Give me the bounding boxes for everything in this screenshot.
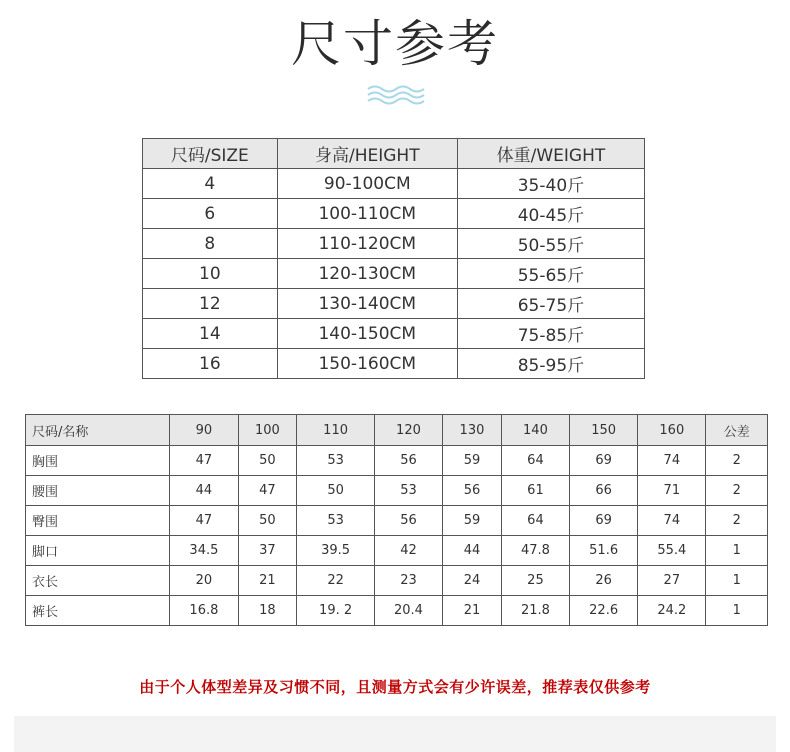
size-table-row-cell: 65-75斤 [457, 289, 644, 319]
measurement-table-row-cell: 74 [638, 506, 706, 536]
size-table-row-cell: 55-65斤 [457, 259, 644, 289]
measurement-table-header-cell-3: 110 [297, 415, 375, 446]
measurement-table-row-cell: 69 [570, 446, 638, 476]
measurement-table-row-cell: 44 [170, 476, 238, 506]
measurement-table-row-cell: 22 [297, 566, 375, 596]
measurement-table-header-cell-5: 130 [443, 415, 502, 446]
measurement-table-row-cell: 脚口 [26, 536, 170, 566]
measurement-table-row-cell: 56 [443, 476, 502, 506]
measurement-table-row-cell: 59 [443, 506, 502, 536]
size-table-row-cell: 50-55斤 [457, 229, 644, 259]
measurement-table-row-cell: 53 [374, 476, 442, 506]
measurement-table-row-cell: 1 [706, 596, 768, 626]
size-table [142, 138, 645, 379]
measurement-table-row-cell: 56 [374, 506, 442, 536]
measurement-table-row-cell: 27 [638, 566, 706, 596]
size-table-row-cell: 14 [143, 319, 278, 349]
measurement-table-row-cell: 61 [501, 476, 569, 506]
measurement-table-row-cell: 39.5 [297, 536, 375, 566]
measurement-table-row-cell: 衣长 [26, 566, 170, 596]
measurement-table-row-cell: 22.6 [570, 596, 638, 626]
measurement-table-row-cell: 23 [374, 566, 442, 596]
measurement-table-row-cell: 47 [238, 476, 297, 506]
measurement-table-row-cell: 74 [638, 446, 706, 476]
size-table-row [143, 319, 645, 349]
measurement-table-row-cell: 21 [443, 596, 502, 626]
measurement-table-row-cell: 50 [238, 506, 297, 536]
size-table-row-cell: 16 [143, 349, 278, 379]
measurement-table-row-cell: 胸围 [26, 446, 170, 476]
measurement-table-row [26, 596, 768, 626]
measurement-table-row-cell: 2 [706, 506, 768, 536]
measurement-table-row-cell: 18 [238, 596, 297, 626]
measurement-table-row-cell: 臀围 [26, 506, 170, 536]
size-table-row [143, 229, 645, 259]
measurement-table-row-cell: 2 [706, 476, 768, 506]
size-table-row-cell: 12 [143, 289, 278, 319]
bottom-strip [14, 716, 776, 752]
measurement-table-row-cell: 47 [170, 446, 238, 476]
measurement-table-row-cell: 19. 2 [297, 596, 375, 626]
measurement-table-row [26, 446, 768, 476]
measurement-table-row-cell: 21.8 [501, 596, 569, 626]
measurement-table-row-cell: 47 [170, 506, 238, 536]
measurement-table-row [26, 476, 768, 506]
measurement-table-row-cell: 1 [706, 536, 768, 566]
size-table-row-cell: 130-140CM [277, 289, 457, 319]
measurement-table-row-cell: 裤长 [26, 596, 170, 626]
measurement-table-row-cell: 53 [297, 506, 375, 536]
size-table-row [143, 199, 645, 229]
size-table-row-cell: 110-120CM [277, 229, 457, 259]
measurement-table-row-cell: 26 [570, 566, 638, 596]
size-table-row-cell: 4 [143, 169, 278, 199]
size-table-row-cell: 75-85斤 [457, 319, 644, 349]
measurement-table-header-cell-6: 140 [501, 415, 569, 446]
size-table-row [143, 349, 645, 379]
size-table-row-cell: 85-95斤 [457, 349, 644, 379]
size-table-header-cell-1: 身高/HEIGHT [277, 139, 457, 169]
measurement-table-row-cell: 50 [238, 446, 297, 476]
size-table-header-cell-0: 尺码/SIZE [143, 139, 278, 169]
measurement-table-header [26, 415, 768, 446]
measurement-table [25, 414, 768, 626]
measurement-table-row-cell: 59 [443, 446, 502, 476]
measurement-table-header-cell-4: 120 [374, 415, 442, 446]
measurement-table-row-cell: 24 [443, 566, 502, 596]
size-table-row-cell: 150-160CM [277, 349, 457, 379]
measurement-table-row-cell: 55.4 [638, 536, 706, 566]
measurement-table-header-cell-0: 尺码/名称 [26, 415, 170, 446]
measurement-table-row-cell: 69 [570, 506, 638, 536]
measurement-table-row-cell: 2 [706, 446, 768, 476]
size-table-row [143, 289, 645, 319]
measurement-table-row [26, 506, 768, 536]
disclaimer-note: 由于个人体型差异及习惯不同，且测量方式会有少许误差，推荐表仅供参考 [139, 678, 651, 696]
measurement-table-row-cell: 24.2 [638, 596, 706, 626]
measurement-table-row-cell: 47.8 [501, 536, 569, 566]
measurement-table-row-cell: 51.6 [570, 536, 638, 566]
size-table-row-cell: 90-100CM [277, 169, 457, 199]
measurement-table-row-cell: 50 [297, 476, 375, 506]
measurement-table-row-cell: 16.8 [170, 596, 238, 626]
size-table-row-cell: 10 [143, 259, 278, 289]
measurement-table-row [26, 536, 768, 566]
size-table-row-cell: 100-110CM [277, 199, 457, 229]
measurement-table-row-cell: 53 [297, 446, 375, 476]
measurement-table-row-cell: 44 [443, 536, 502, 566]
wave-icon [366, 84, 426, 106]
measurement-table-row-cell: 34.5 [170, 536, 238, 566]
size-table-row-cell: 8 [143, 229, 278, 259]
measurement-table-row-cell: 64 [501, 506, 569, 536]
measurement-table-row-cell: 37 [238, 536, 297, 566]
size-table-row-cell: 6 [143, 199, 278, 229]
measurement-table-header-cell-8: 160 [638, 415, 706, 446]
measurement-table-row-cell: 20.4 [374, 596, 442, 626]
measurement-table-row-cell: 71 [638, 476, 706, 506]
measurement-table-header-cell-7: 150 [570, 415, 638, 446]
measurement-table-row-cell: 腰围 [26, 476, 170, 506]
size-table-row [143, 259, 645, 289]
size-table-header [143, 139, 645, 169]
size-table-row [143, 169, 645, 199]
measurement-table-row-cell: 25 [501, 566, 569, 596]
size-table-row-cell: 120-130CM [277, 259, 457, 289]
measurement-table-row [26, 566, 768, 596]
measurement-table-row-cell: 56 [374, 446, 442, 476]
measurement-table-row-cell: 1 [706, 566, 768, 596]
measurement-table-row-cell: 21 [238, 566, 297, 596]
measurement-table-row-cell: 66 [570, 476, 638, 506]
measurement-table-header-cell-1: 90 [170, 415, 238, 446]
size-table-header-cell-2: 体重/WEIGHT [457, 139, 644, 169]
measurement-table-row-cell: 20 [170, 566, 238, 596]
measurement-table-header-cell-2: 100 [238, 415, 297, 446]
measurement-table-row-cell: 64 [501, 446, 569, 476]
measurement-table-row-cell: 42 [374, 536, 442, 566]
size-table-row-cell: 35-40斤 [457, 169, 644, 199]
page-title: 尺寸参考 [291, 15, 499, 73]
size-table-row-cell: 140-150CM [277, 319, 457, 349]
measurement-table-header-cell-9: 公差 [706, 415, 768, 446]
size-table-row-cell: 40-45斤 [457, 199, 644, 229]
